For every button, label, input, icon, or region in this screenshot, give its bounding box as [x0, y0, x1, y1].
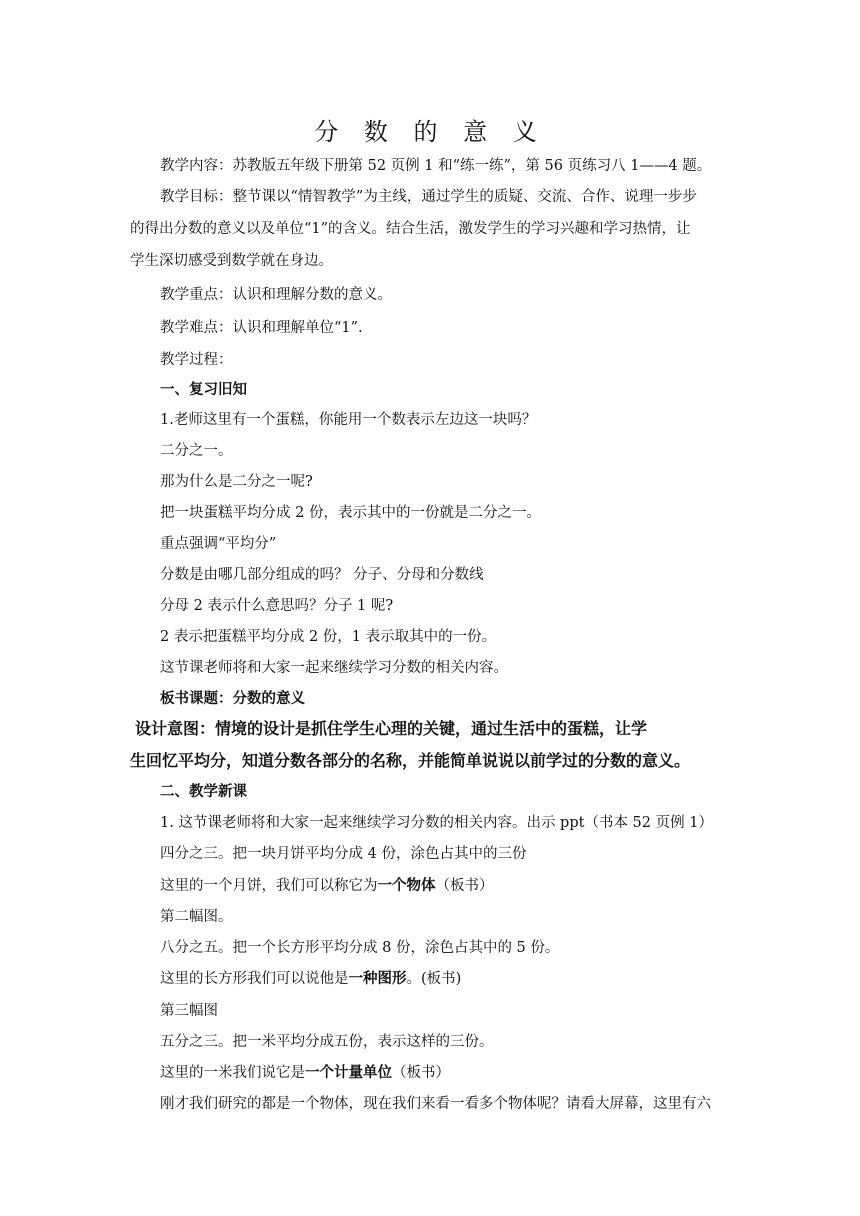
inline-text: 这里的一米我们说它是 [160, 1065, 305, 1081]
section-2-line: 八分之五。把一个长方形平均分成 8 份，涂色占其中的 5 份。 [160, 940, 560, 956]
page-title: 分 数 的 意 义 [314, 118, 546, 146]
section-1-line: 分数是由哪几部分组成的吗？ 分子、分母和分数线 [160, 567, 484, 583]
inline-text: 这里的长方形我们可以说他是 [160, 971, 349, 987]
key-point: 教学重点：认识和理解分数的意义。 [160, 287, 392, 303]
difficult-point: 教学难点：认识和理解单位“1”. [160, 320, 363, 336]
process-label: 教学过程： [160, 352, 233, 368]
section-2-line [160, 876, 766, 896]
section-1-line: 1.老师这里有一个蛋糕，你能用一个数表示左边这一块吗？ [160, 412, 537, 428]
section-2-heading: 二、教学新课 [160, 784, 247, 800]
inline-text: 这里的一个月饼，我们可以称它为 [160, 878, 378, 894]
section-2-line: 五分之三。把一米平均分成五份，表示这样的三份。 [160, 1034, 494, 1050]
inline-bold-text: 一个物体 [377, 878, 436, 894]
section-2-line: 1. 这节课老师将和大家一起来继续学习分数的相关内容。出示 ppt（书本 52 页例 1） [160, 815, 713, 831]
design-intent-line-1: 设计意图：情境的设计是抓住学生心理的关键，通过生活中的蛋糕，让学 [135, 719, 648, 738]
section-2-line: 刚才我们研究的都是一个物体，现在我们来看一看多个物体呢？请看大屏幕，这里有六 [160, 1096, 711, 1112]
teaching-goal-line-1: 教学目标：整节课以“情智教学”为主线，通过学生的质疑、交流、合作、说理一步步 [160, 189, 697, 205]
section-2-line [160, 1063, 766, 1083]
section-1-line: 这节课老师将和大家一起来继续学习分数的相关内容。 [160, 660, 508, 676]
section-2-line [160, 969, 766, 989]
inline-bold-text: 一个计量单位 [305, 1065, 392, 1081]
section-1-line: 二分之一。 [160, 443, 233, 459]
section-1-line: 分母 2 表示什么意思吗？分子 1 呢? [160, 598, 394, 614]
inline-bold-text: 一种图形 [348, 971, 407, 987]
section-1-heading: 一、复习旧知 [160, 382, 247, 398]
inline-text: （板书） [392, 1065, 450, 1081]
board-topic: 板书课题：分数的意义 [160, 691, 305, 707]
section-1-line: 2 表示把蛋糕平均分成 2 份，1 表示取其中的一份。 [160, 629, 497, 645]
section-1-line: 把一块蛋糕平均分成 2 份，表示其中的一份就是二分之一。 [160, 505, 541, 521]
section-2-line: 四分之三。把一块月饼平均分成 4 份，涂色占其中的三份 [160, 846, 527, 862]
teaching-content: 教学内容：苏教版五年级下册第 52 页例 1 和“练一练”，第 56 页练习八 1——4 题。 [160, 158, 712, 174]
section-1-line: 重点强调“平均分” [160, 536, 277, 552]
section-1-line: 那为什么是二分之一呢? [160, 474, 313, 490]
design-intent-line-2: 生回忆平均分，知道分数各部分的名称，并能简单说说以前学过的分数的意义。 [130, 751, 691, 770]
section-2-line: 第二幅图。 [160, 909, 233, 925]
inline-text: （板书） [435, 878, 494, 894]
teaching-goal-line-2: 的得出分数的意义以及单位“1”的含义。结合生活，激发学生的学习兴趣和学习热情，让 [130, 221, 691, 237]
section-2-line: 第三幅图 [160, 1003, 218, 1019]
teaching-goal-line-3: 学生深切感受到数学就在身边。 [130, 253, 333, 269]
inline-text: 。(板书) [406, 971, 462, 987]
